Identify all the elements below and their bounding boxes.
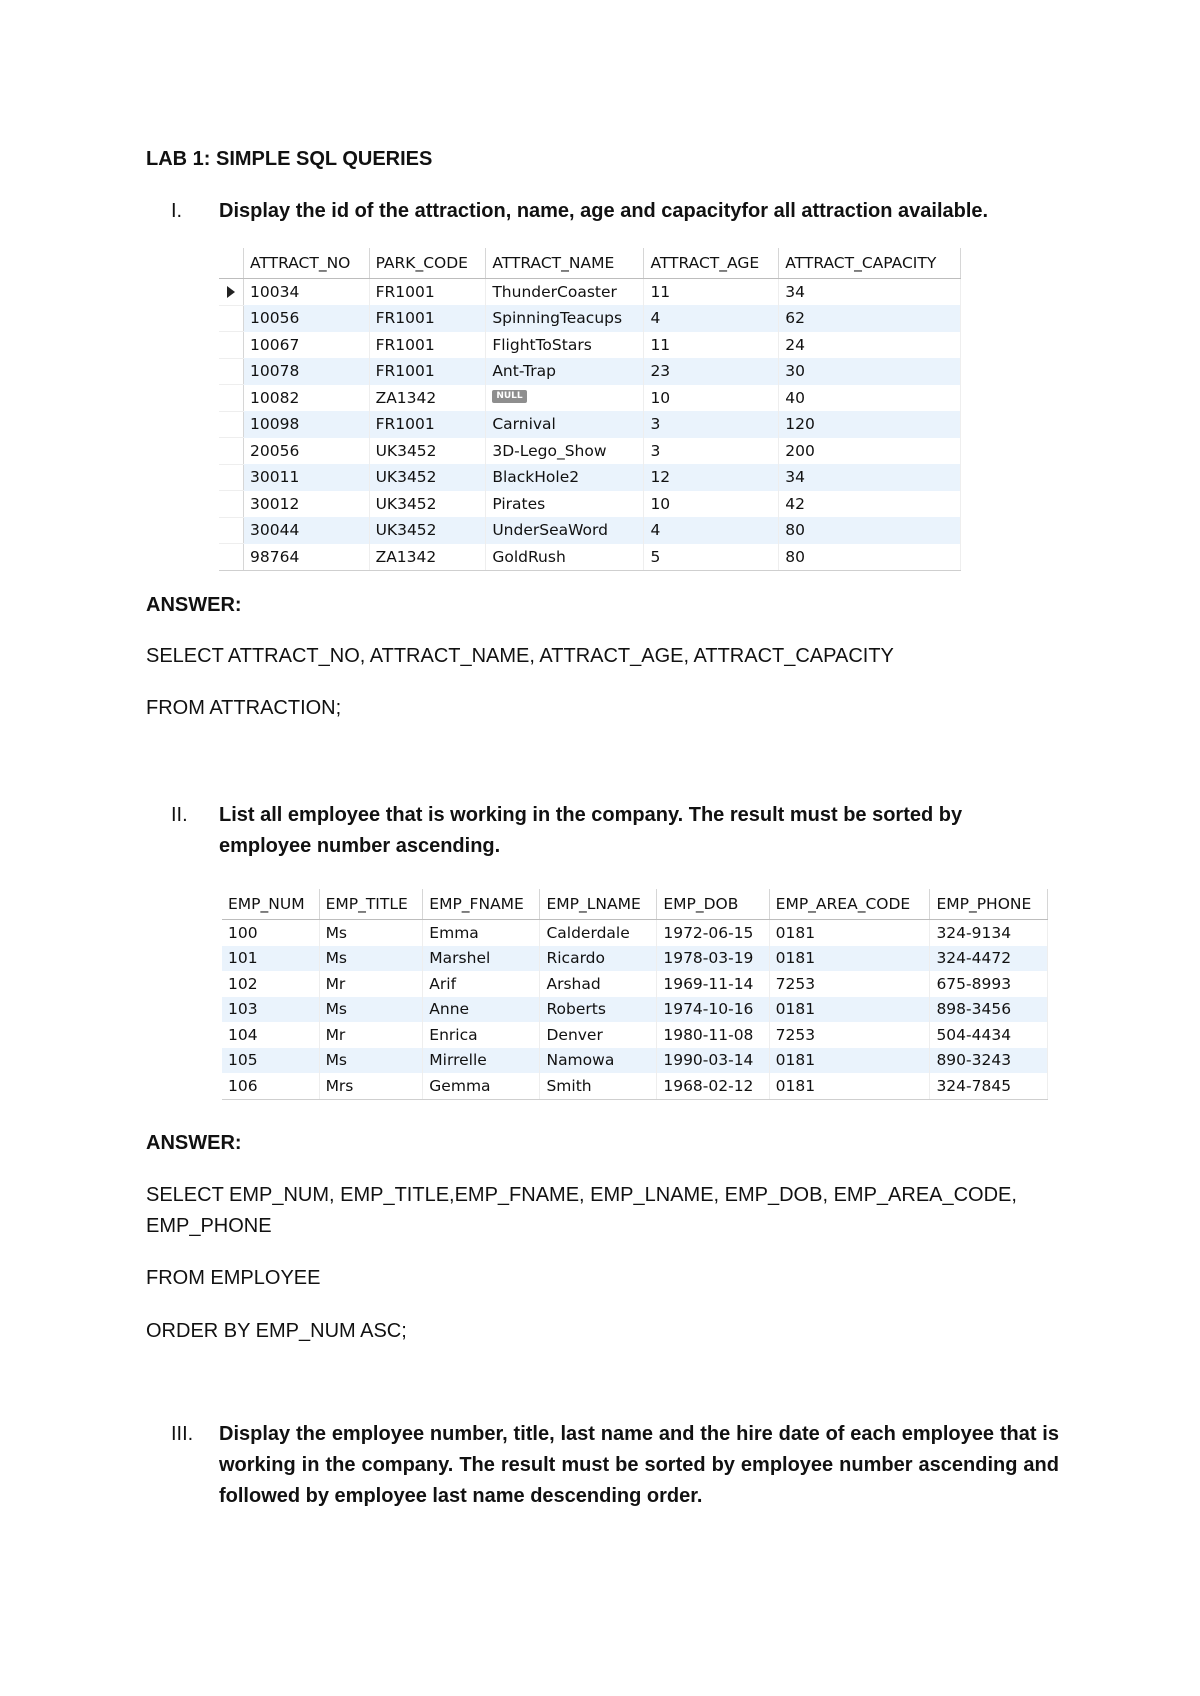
answer-2-line-2: FROM EMPLOYEE — [146, 1267, 321, 1289]
column-header-emp-lname[interactable]: EMP_LNAME — [540, 889, 657, 920]
table-cell-attract-capacity[interactable]: 80 — [779, 544, 961, 571]
table-row[interactable] — [219, 358, 961, 385]
question-3 — [146, 1419, 1066, 1519]
table-cell-attract-age[interactable]: 11 — [644, 279, 779, 306]
table-cell-emp-lname[interactable]: Smith — [540, 1073, 657, 1099]
answer-1-line-1: SELECT ATTRACT_NO, ATTRACT_NAME, ATTRACT_AGE, ATTRACT_CAPACITY — [146, 645, 894, 667]
table-cell-attract-capacity[interactable]: 24 — [779, 332, 961, 359]
table-cell-park-code[interactable]: FR1001 — [369, 411, 486, 438]
table-cell-attract-capacity[interactable]: 34 — [779, 279, 961, 306]
table-row[interactable] — [219, 332, 961, 359]
table-cell-emp-area-code[interactable]: 0181 — [769, 1048, 930, 1074]
table-row[interactable] — [219, 385, 961, 412]
column-header-attract-age[interactable]: ATTRACT_AGE — [644, 248, 779, 279]
table-cell-attract-name[interactable] — [486, 385, 644, 412]
table-cell-emp-phone[interactable]: 324-4472 — [930, 946, 1048, 972]
table-row[interactable] — [219, 491, 961, 518]
table-cell-attract-name[interactable]: Carnival — [486, 411, 644, 438]
table-row[interactable] — [222, 1048, 1048, 1074]
table-cell-emp-title[interactable]: Ms — [319, 1048, 423, 1074]
table-cell-attract-name[interactable]: SpinningTeacups — [486, 305, 644, 332]
table-row[interactable] — [219, 517, 961, 544]
table-cell-attract-capacity[interactable]: 42 — [779, 491, 961, 518]
table-cell-emp-num[interactable]: 106 — [222, 1073, 319, 1099]
table-cell-emp-dob[interactable]: 1969-11-14 — [657, 971, 769, 997]
question-2-number: II. — [171, 804, 188, 826]
table-cell-attract-age[interactable]: 3 — [644, 438, 779, 465]
table-cell-attract-name[interactable]: BlackHole2 — [486, 464, 644, 491]
row-selector[interactable] — [219, 438, 244, 465]
table-cell-emp-dob[interactable]: 1968-02-12 — [657, 1073, 769, 1099]
table-cell-emp-lname[interactable]: Denver — [540, 1022, 657, 1048]
table-row[interactable] — [222, 997, 1048, 1023]
table-cell-attract-no[interactable]: 20056 — [244, 438, 370, 465]
table-cell-emp-phone[interactable]: 898-3456 — [930, 997, 1048, 1023]
question-3-text: Display the employee number, title, last name and the hire date of each employee that is working in the company. The result must be sorted by employee number ascending and followed by employee last name descending order. — [219, 1423, 1059, 1507]
lab-title: LAB 1: SIMPLE SQL QUERIES — [146, 148, 433, 170]
table-cell-attract-name[interactable]: ThunderCoaster — [486, 279, 644, 306]
row-selector[interactable] — [219, 517, 244, 544]
table-cell-attract-no[interactable]: 30012 — [244, 491, 370, 518]
table-cell-emp-fname[interactable]: Gemma — [423, 1073, 540, 1099]
table-row[interactable] — [219, 279, 961, 306]
table-cell-attract-capacity[interactable]: 30 — [779, 358, 961, 385]
table-row[interactable] — [219, 438, 961, 465]
table-cell-attract-no[interactable]: 10082 — [244, 385, 370, 412]
table-cell-attract-no[interactable]: 10034 — [244, 279, 370, 306]
table-cell-emp-phone[interactable]: 675-8993 — [930, 971, 1048, 997]
table-cell-attract-name[interactable]: FlightToStars — [486, 332, 644, 359]
table-cell-emp-num[interactable]: 101 — [222, 946, 319, 972]
table-cell-emp-fname[interactable]: Mirrelle — [423, 1048, 540, 1074]
table-cell-attract-no[interactable]: 30011 — [244, 464, 370, 491]
table-cell-emp-area-code[interactable]: 0181 — [769, 920, 930, 946]
table-cell-emp-area-code[interactable]: 0181 — [769, 1073, 930, 1099]
table-cell-emp-area-code[interactable]: 7253 — [769, 1022, 930, 1048]
table-cell-attract-capacity[interactable]: 62 — [779, 305, 961, 332]
table-cell-emp-dob[interactable]: 1978-03-19 — [657, 946, 769, 972]
table-cell-emp-title[interactable]: Mr — [319, 1022, 423, 1048]
column-header-attract-no[interactable]: ATTRACT_NO — [244, 248, 370, 279]
table-cell-emp-area-code[interactable]: 0181 — [769, 997, 930, 1023]
table-row[interactable] — [222, 971, 1048, 997]
table-cell-emp-fname[interactable]: Arif — [423, 971, 540, 997]
table-cell-attract-no[interactable]: 98764 — [244, 544, 370, 571]
question-1-number: I. — [171, 200, 183, 222]
table-cell-attract-age[interactable]: 4 — [644, 305, 779, 332]
table-cell-attract-no[interactable]: 30044 — [244, 517, 370, 544]
answer-label-2: ANSWER: — [146, 1132, 242, 1154]
table-cell-emp-title[interactable]: Mrs — [319, 1073, 423, 1099]
question-1-text: Display the id of the attraction, name, age and capacityfor all attraction available. — [219, 200, 989, 222]
table-cell-attract-age[interactable]: 23 — [644, 358, 779, 385]
column-header-emp-fname[interactable]: EMP_FNAME — [423, 889, 540, 920]
column-header-park-code[interactable]: PARK_CODE — [369, 248, 486, 279]
table-cell-emp-phone[interactable]: 324-7845 — [930, 1073, 1048, 1099]
table-row[interactable] — [219, 544, 961, 571]
row-selector[interactable] — [219, 544, 244, 571]
table-cell-attract-name[interactable]: UnderSeaWord — [486, 517, 644, 544]
row-selector[interactable] — [219, 491, 244, 518]
table-cell-park-code[interactable]: FR1001 — [369, 279, 486, 306]
answer-label-1: ANSWER: — [146, 594, 242, 616]
table-cell-attract-no[interactable]: 10067 — [244, 332, 370, 359]
table-cell-emp-lname[interactable]: Namowa — [540, 1048, 657, 1074]
table-row[interactable] — [219, 464, 961, 491]
table-cell-attract-name[interactable]: GoldRush — [486, 544, 644, 571]
table-cell-emp-area-code[interactable]: 0181 — [769, 946, 930, 972]
table-cell-emp-title[interactable]: Ms — [319, 997, 423, 1023]
answer-1-line-2: FROM ATTRACTION; — [146, 697, 342, 719]
table-cell-attract-age[interactable]: 5 — [644, 544, 779, 571]
table-cell-emp-title[interactable]: Ms — [319, 920, 423, 946]
table-cell-park-code[interactable]: FR1001 — [369, 358, 486, 385]
table-cell-park-code[interactable]: ZA1342 — [369, 544, 486, 571]
table-cell-park-code[interactable]: FR1001 — [369, 305, 486, 332]
table-cell-attract-capacity[interactable]: 34 — [779, 464, 961, 491]
table-cell-emp-fname[interactable]: Enrica — [423, 1022, 540, 1048]
table-cell-park-code[interactable]: UK3452 — [369, 491, 486, 518]
table-cell-emp-area-code[interactable]: 7253 — [769, 971, 930, 997]
row-header-corner — [219, 248, 244, 279]
table-cell-emp-phone[interactable]: 504-4434 — [930, 1022, 1048, 1048]
table-cell-emp-fname[interactable]: Emma — [423, 920, 540, 946]
table-cell-emp-dob[interactable]: 1972-06-15 — [657, 920, 769, 946]
column-header-emp-num[interactable]: EMP_NUM — [222, 889, 319, 920]
table-cell-emp-title[interactable]: Mr — [319, 971, 423, 997]
current-row-arrow-icon — [227, 286, 235, 298]
answer-2-line-3: ORDER BY EMP_NUM ASC; — [146, 1320, 407, 1342]
row-selector[interactable] — [219, 411, 244, 438]
table-cell-emp-lname[interactable]: Ricardo — [540, 946, 657, 972]
table-cell-emp-num[interactable]: 105 — [222, 1048, 319, 1074]
table-cell-attract-capacity[interactable]: 80 — [779, 517, 961, 544]
table-cell-attract-age[interactable]: 4 — [644, 517, 779, 544]
table-cell-emp-num[interactable]: 102 — [222, 971, 319, 997]
table-cell-park-code[interactable]: UK3452 — [369, 464, 486, 491]
column-header-emp-area-code[interactable]: EMP_AREA_CODE — [769, 889, 930, 920]
row-selector[interactable] — [219, 385, 244, 412]
table-cell-attract-capacity[interactable]: 120 — [779, 411, 961, 438]
column-header-attract-name[interactable]: ATTRACT_NAME — [486, 248, 644, 279]
question-2-text: List all employee that is working in the company. The result must be sorted by employee number ascending. — [219, 804, 963, 857]
table-cell-attract-name[interactable]: Pirates — [486, 491, 644, 518]
table-cell-emp-fname[interactable]: Marshel — [423, 946, 540, 972]
table-cell-attract-name[interactable]: Ant-Trap — [486, 358, 644, 385]
question-3-number: III. — [171, 1423, 194, 1445]
column-header-emp-dob[interactable]: EMP_DOB — [657, 889, 769, 920]
table-cell-attract-no[interactable]: 10056 — [244, 305, 370, 332]
table-cell-attract-no[interactable]: 10078 — [244, 358, 370, 385]
column-header-emp-title[interactable]: EMP_TITLE — [319, 889, 423, 920]
row-selector[interactable] — [219, 332, 244, 359]
table-row[interactable] — [222, 1073, 1048, 1099]
table-cell-emp-lname[interactable]: Roberts — [540, 997, 657, 1023]
table-cell-emp-dob[interactable]: 1974-10-16 — [657, 997, 769, 1023]
table-cell-park-code[interactable]: FR1001 — [369, 332, 486, 359]
table-cell-emp-phone[interactable]: 890-3243 — [930, 1048, 1048, 1074]
row-selector[interactable] — [219, 305, 244, 332]
table-cell-attract-no[interactable]: 10098 — [244, 411, 370, 438]
table-cell-emp-title[interactable]: Ms — [319, 946, 423, 972]
table-cell-emp-dob[interactable]: 1980-11-08 — [657, 1022, 769, 1048]
table-cell-park-code[interactable]: UK3452 — [369, 438, 486, 465]
attraction-result-grid — [219, 248, 961, 571]
column-header-attract-capacity[interactable]: ATTRACT_CAPACITY — [779, 248, 961, 279]
table-cell-emp-num[interactable]: 103 — [222, 997, 319, 1023]
table-cell-emp-num[interactable]: 104 — [222, 1022, 319, 1048]
table-cell-attract-age[interactable]: 12 — [644, 464, 779, 491]
table-cell-attract-capacity[interactable]: 200 — [779, 438, 961, 465]
column-header-emp-phone[interactable]: EMP_PHONE — [930, 889, 1048, 920]
table-cell-attract-age[interactable]: 3 — [644, 411, 779, 438]
table-row[interactable] — [222, 1022, 1048, 1048]
row-selector[interactable] — [219, 464, 244, 491]
table-cell-emp-lname[interactable]: Calderdale — [540, 920, 657, 946]
table-cell-emp-phone[interactable]: 324-9134 — [930, 920, 1048, 946]
table-cell-park-code[interactable]: ZA1342 — [369, 385, 486, 412]
table-cell-attract-age[interactable]: 10 — [644, 491, 779, 518]
answer-2-line-1: SELECT EMP_NUM, EMP_TITLE,EMP_FNAME, EMP_LNAME, EMP_DOB, EMP_AREA_CODE, EMP_PHONE — [146, 1184, 1017, 1237]
table-cell-attract-age[interactable]: 10 — [644, 385, 779, 412]
question-2 — [146, 800, 1046, 862]
table-cell-emp-dob[interactable]: 1990-03-14 — [657, 1048, 769, 1074]
employee-result-grid — [222, 889, 1048, 1100]
table-cell-park-code[interactable]: UK3452 — [369, 517, 486, 544]
row-selector[interactable] — [219, 358, 244, 385]
table-row[interactable] — [219, 305, 961, 332]
table-row[interactable] — [219, 411, 961, 438]
table-row[interactable] — [222, 946, 1048, 972]
null-badge: NULL — [492, 390, 526, 403]
table-cell-attract-age[interactable]: 11 — [644, 332, 779, 359]
table-cell-emp-lname[interactable]: Arshad — [540, 971, 657, 997]
table-cell-emp-num[interactable]: 100 — [222, 920, 319, 946]
row-selector[interactable] — [219, 279, 244, 306]
table-cell-attract-capacity[interactable]: 40 — [779, 385, 961, 412]
table-cell-emp-fname[interactable]: Anne — [423, 997, 540, 1023]
table-cell-attract-name[interactable]: 3D-Lego_Show — [486, 438, 644, 465]
table-row[interactable] — [222, 920, 1048, 946]
